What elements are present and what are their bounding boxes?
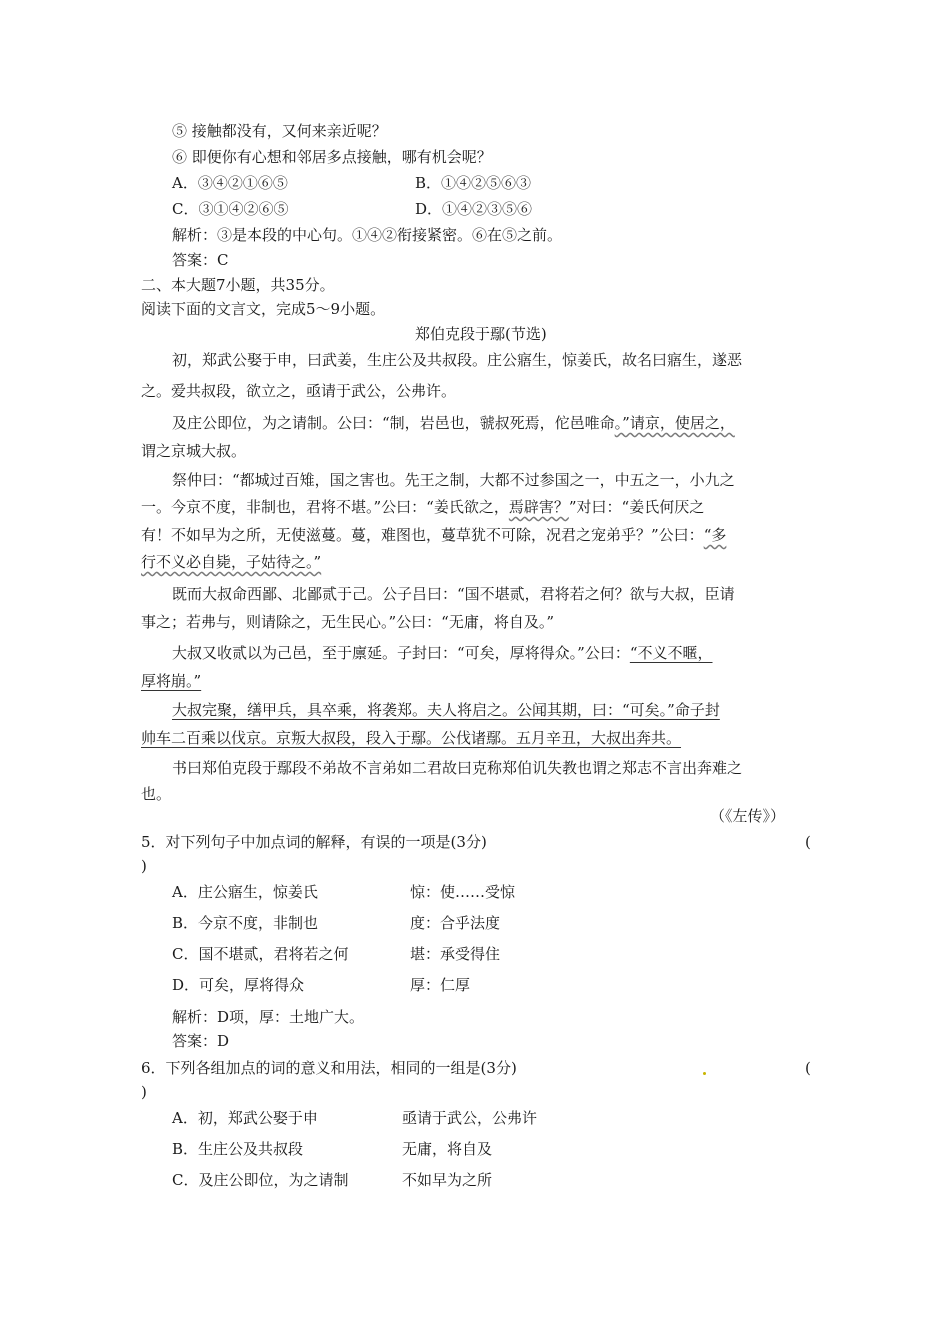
q6-stem: 6．下列各组加点的词的意义和用法，相同的一组是(3分)	[141, 1059, 517, 1077]
passage-line: 祭仲曰：“都城过百雉，国之害也。先王之制，大都不过参国之一，中五之一，小九之	[172, 471, 735, 489]
passage-line: 事之；若弗与，则请除之，无生民心。”公曰：“无庸，将自及。”	[141, 613, 555, 631]
passage-line: 有！不如早为之所，无使滋蔓。蔓，难图也，蔓草犹不可除，况君之宠弟乎？”公曰：“多	[141, 526, 727, 544]
q4-option-d: D．①④②③⑤⑥	[415, 200, 533, 218]
q5-answer-paren-close: )	[141, 857, 147, 875]
q5-option-c: C．国不堪贰，君将若之何	[172, 945, 349, 963]
q5-option-d: D．可矣，厚将得众	[172, 976, 305, 994]
passage-line	[172, 700, 720, 720]
q6-option-c-left: C．及庄公即位，为之请制	[172, 1171, 349, 1189]
wavy-underlined-text: “多	[703, 526, 727, 544]
underlined-text: 厚将崩。”	[141, 672, 202, 690]
passage-line	[141, 552, 321, 572]
q6-option-a-right: 亟请于武公，公弗许	[402, 1109, 538, 1127]
q4-option-c: C．③①④②⑥⑤	[172, 200, 289, 218]
passage-line: 之。爱共叔段，欲立之，亟请于武公，公弗许。	[141, 382, 457, 400]
underlined-text: 大叔完聚，缮甲兵，具卒乘，将袭郑。夫人将启之。公闻其期，曰：“可矣。”命子封	[172, 701, 720, 719]
q6-answer-paren-close: )	[141, 1083, 147, 1101]
q4-analysis: 解析：③是本段的中心句。①④②衔接紧密。⑥在⑤之前。	[172, 226, 563, 244]
passage-line: 既而大叔命西鄙、北鄙贰于己。公子吕曰：“国不堪贰，君将若之何？欲与大叔，臣请	[172, 585, 735, 603]
q5-option-a-definition: 惊：使……受惊	[410, 883, 516, 901]
wavy-underlined-text: 。”请京，使居之，	[614, 414, 735, 432]
q6-answer-paren: (	[805, 1059, 811, 1077]
underlined-text: 帅车二百乘以伐京。京叛大叔段，段入于鄢。公伐诸鄢。五月辛丑，大叔出奔共。	[141, 729, 682, 747]
item-5: ⑤ 接触都没有，又何来亲近呢？	[172, 122, 387, 140]
q6-option-a-left: A．初，郑武公娶于申	[172, 1109, 318, 1127]
q5-answer: 答案：D	[172, 1032, 230, 1050]
passage-title: 郑伯克段于鄢(节选)	[415, 325, 547, 343]
q6-option-c-right: 不如早为之所	[402, 1171, 493, 1189]
q4-option-b: B．①④②⑤⑥③	[415, 174, 532, 192]
q4-option-a: A．③④②①⑥⑤	[172, 174, 288, 192]
passage-line	[141, 671, 201, 691]
passage-line: 大叔又收贰以为己邑，至于廪延。子封曰：“可矣，厚将得众。”公曰：“不义不暱，	[172, 644, 713, 662]
passage-source: （《左传》）	[710, 807, 786, 825]
wavy-underlined-text: 行不义必自毙，子姑待之。”	[141, 553, 322, 571]
underlined-text: “不义不暱，	[629, 644, 713, 662]
section-intro: 阅读下面的文言文，完成5～9小题。	[141, 300, 386, 318]
q5-stem: 5．对下列句子中加点词的解释，有误的一项是(3分)	[141, 833, 487, 851]
q6-option-b-left: B．生庄公及共叔段	[172, 1140, 304, 1158]
q5-answer-paren: (	[805, 833, 811, 851]
q6-option-b-right: 无庸，将自及	[402, 1140, 493, 1158]
q5-option-b: B．今京不度，非制也	[172, 914, 319, 932]
passage-line: 一。今京不度，非制也，君将不堪。”公曰：“姜氏欲之，焉辟害？”对曰：“姜氏何厌之	[141, 498, 705, 516]
q4-answer: 答案：C	[172, 251, 229, 269]
section-header: 二、本大题7小题，共35分。	[141, 276, 335, 294]
passage-line: 及庄公即位，为之请制。公曰：“制，岩邑也，虢叔死焉，佗邑唯命。”请京，使居之，	[172, 414, 735, 432]
passage-line: 初，郑武公娶于申，曰武姜，生庄公及共叔段。庄公寤生，惊姜氏，故名曰寤生，遂恶	[172, 351, 743, 369]
q5-option-c-definition: 堪：承受得住	[410, 945, 501, 963]
item-6: ⑥ 即便你有心想和邻居多点接触，哪有机会呢？	[172, 148, 492, 166]
q5-option-a: A．庄公寤生，惊姜氏	[172, 883, 318, 901]
q5-option-b-definition: 度：合乎法度	[410, 914, 501, 932]
q5-analysis: 解析：D项，厚：土地广大。	[172, 1008, 365, 1026]
passage-line: 谓之京城大叔。	[141, 442, 247, 460]
passage-line: 也。	[141, 785, 172, 803]
passage-line	[141, 728, 681, 748]
wavy-underlined-text: 焉辟害？	[508, 498, 569, 516]
stray-dot-mark	[703, 1072, 706, 1075]
passage-line: 书曰郑伯克段于鄢段不弟故不言弟如二君故曰克称郑伯讥失教也谓之郑志不言出奔难之	[172, 759, 743, 777]
q5-option-d-definition: 厚：仁厚	[410, 976, 471, 994]
